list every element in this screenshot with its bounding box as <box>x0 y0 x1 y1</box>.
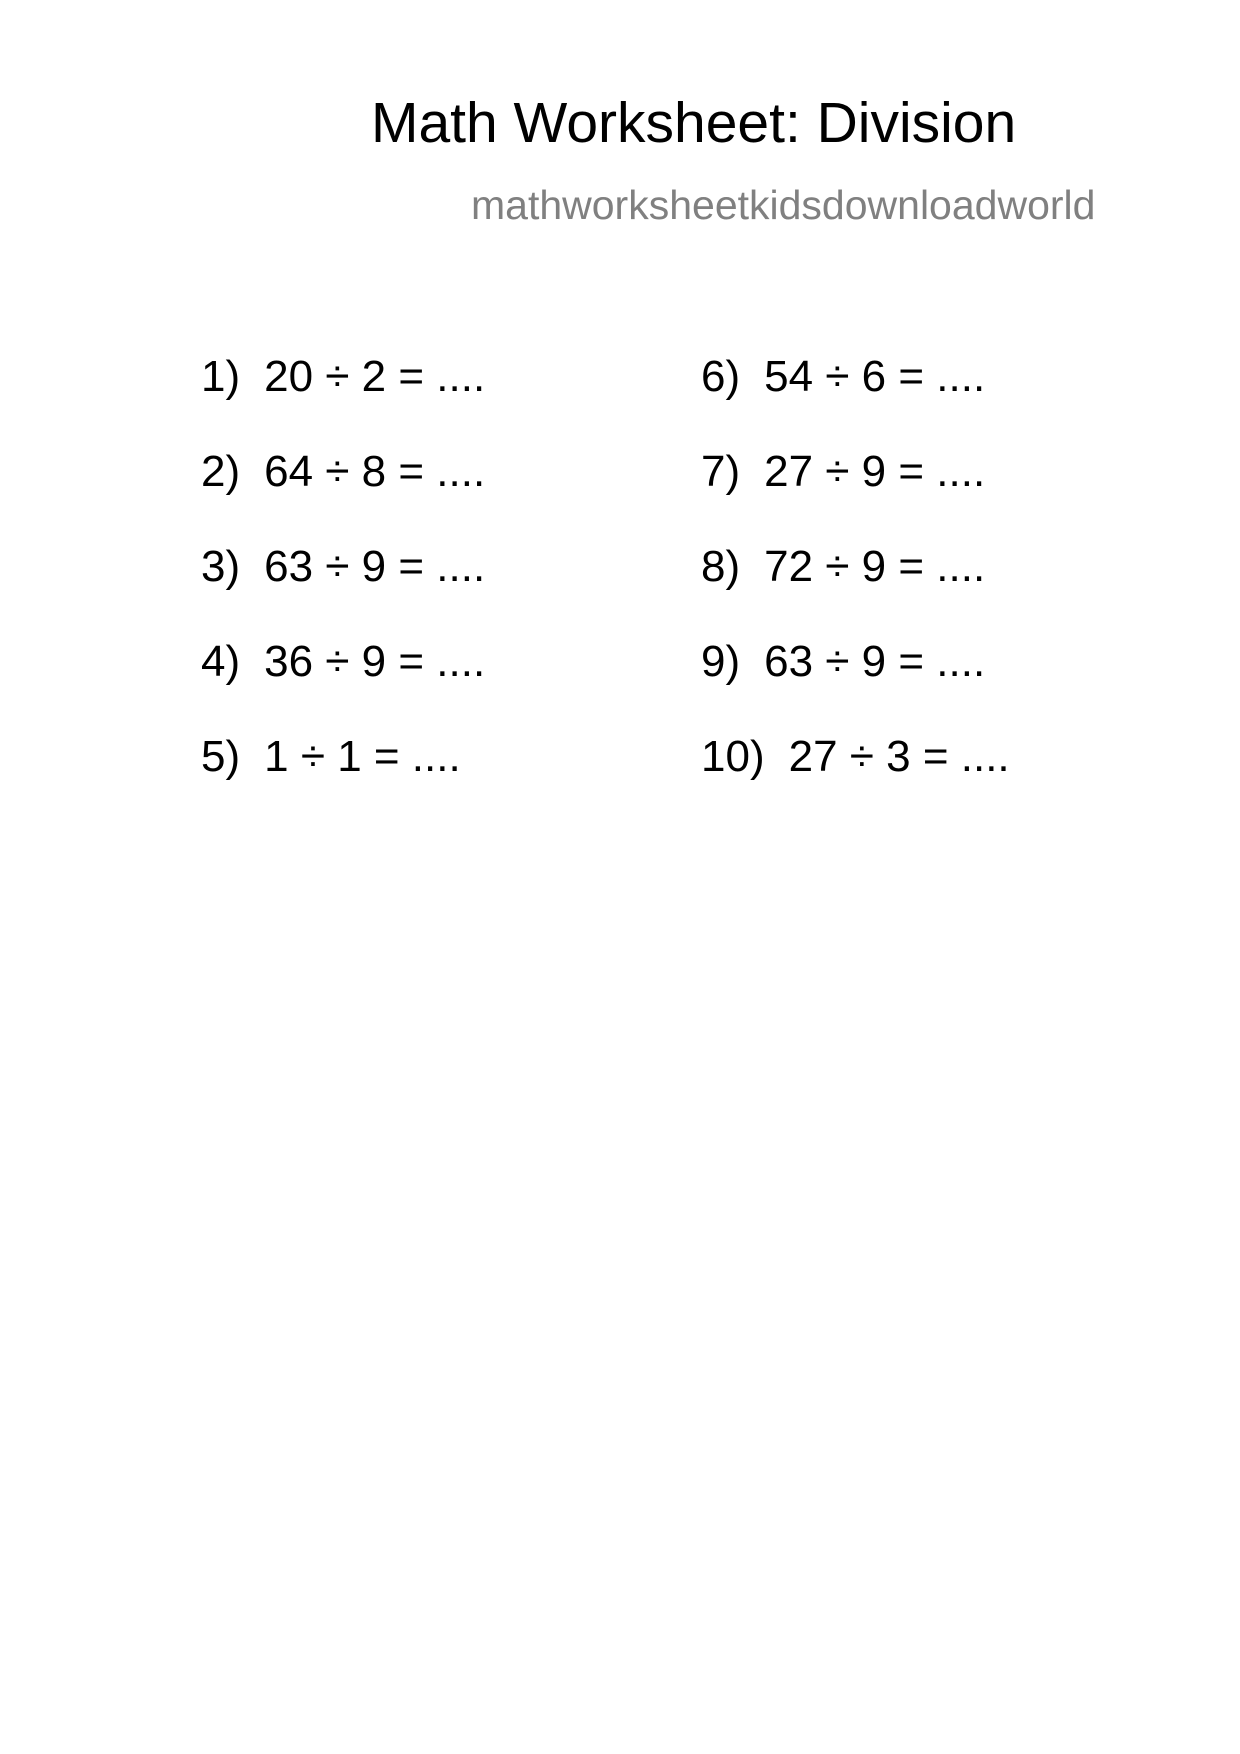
problem-expression: 36 ÷ 9 = .... <box>264 637 486 686</box>
problem-item <box>701 352 986 401</box>
problem-expression: 20 ÷ 2 = .... <box>264 352 486 401</box>
problem-expression: 63 ÷ 9 = .... <box>264 542 486 591</box>
problem-number: 7) <box>701 447 741 496</box>
problem-number: 5) <box>201 732 241 781</box>
problem-expression: 72 ÷ 9 = .... <box>764 542 986 591</box>
problem-number: 1) <box>201 352 241 401</box>
problem-number: 6) <box>701 352 741 401</box>
problem-item <box>701 447 986 496</box>
problem-item <box>201 542 486 591</box>
problem-number: 3) <box>201 542 241 591</box>
problem-expression: 1 ÷ 1 = .... <box>264 732 461 781</box>
problem-expression: 27 ÷ 9 = .... <box>764 447 986 496</box>
worksheet-title: Math Worksheet: Division <box>371 91 1017 155</box>
problem-number: 10) <box>701 732 765 781</box>
problem-number: 2) <box>201 447 241 496</box>
problem-number: 4) <box>201 637 241 686</box>
problem-item <box>201 447 486 496</box>
problem-number: 9) <box>701 637 741 686</box>
problem-number: 8) <box>701 542 741 591</box>
problem-item <box>701 637 986 686</box>
problem-item <box>201 352 486 401</box>
problem-item <box>701 542 986 591</box>
worksheet-source: mathworksheetkidsdownloadworld <box>471 182 1096 228</box>
problem-expression: 64 ÷ 8 = .... <box>264 447 486 496</box>
problem-item <box>701 732 1010 781</box>
problem-item <box>201 732 461 781</box>
problem-expression: 54 ÷ 6 = .... <box>764 352 986 401</box>
problem-expression: 63 ÷ 9 = .... <box>764 637 986 686</box>
problem-item <box>201 637 486 686</box>
problem-expression: 27 ÷ 3 = .... <box>788 732 1010 781</box>
